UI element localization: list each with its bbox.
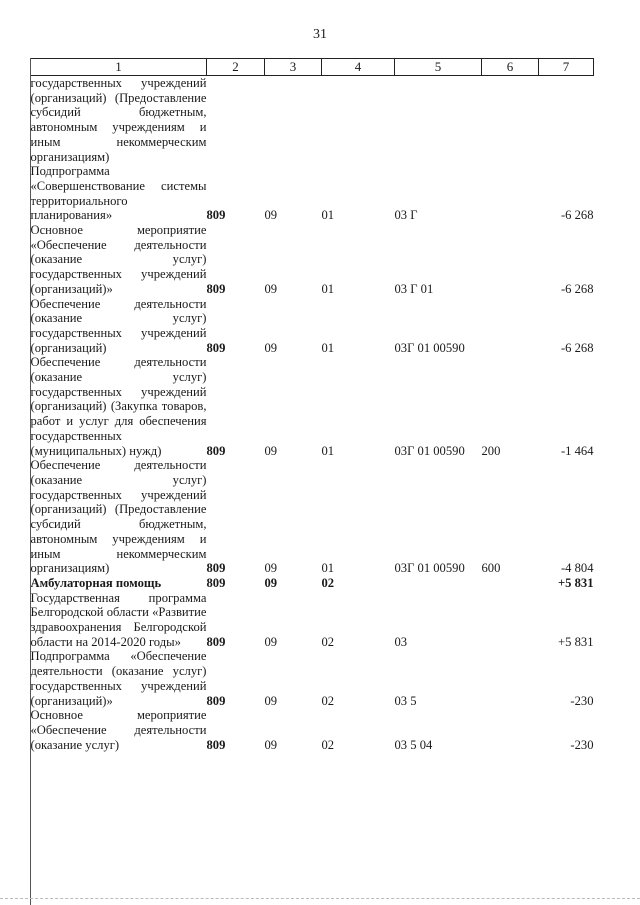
row-grbs-cell: 809 [206, 634, 226, 649]
row-name-cell: Обеспечение деятельности (оказание услуг) государственных учреждений (организаций) (Закупка товаров, работ и услуг для обеспечения государственных (муниципальных) нужд) [30, 355, 207, 458]
table-row [31, 576, 594, 591]
row-subsection-cell: 01 [321, 443, 335, 458]
table-row [31, 164, 594, 223]
row-section-cell: 09 [264, 575, 278, 590]
row-name-cell: Обеспечение деятельности (оказание услуг) государственных учреждений (организаций) (Предоставление субсидий бюджетным, автономным учреждениям и иным некоммерческим организациям) [30, 458, 207, 576]
row-section-cell [265, 76, 322, 165]
column-header-amount: 7 [539, 59, 594, 76]
column-header-target-article: 5 [395, 59, 482, 76]
row-name-cell: Основное мероприятие «Обеспечение деятельности (оказание услуг) государственных учреждений (организаций)» [30, 223, 207, 296]
row-section-cell: 09 [264, 693, 278, 708]
row-grbs-cell [207, 76, 265, 165]
row-expense-type-cell [482, 576, 539, 591]
row-section-cell: 09 [264, 561, 278, 576]
row-target-article-cell: 03 Г 01 [394, 281, 434, 296]
row-target-article-cell: 03 Г [394, 208, 418, 223]
row-target-article-cell [395, 76, 482, 165]
row-amount-cell: +5 831 [558, 634, 594, 649]
table-header-row [31, 59, 594, 76]
row-name-cell: Основное мероприятие «Обеспечение деятельности (оказание услуг) [30, 708, 207, 752]
budget-table [30, 58, 594, 752]
row-subsection-cell: 02 [321, 693, 335, 708]
row-target-article-cell: 03Г 01 00590 [394, 340, 465, 355]
row-amount-cell: -230 [570, 737, 594, 752]
row-grbs-cell: 809 [206, 281, 226, 296]
row-subsection-cell: 02 [321, 575, 335, 590]
row-amount-cell: +5 831 [557, 575, 594, 590]
row-name-cell: Подпрограмма «Обеспечение деятельности (оказание услуг) государственных учреждений (организаций)» [30, 649, 207, 708]
table-row [31, 649, 594, 708]
row-subsection-cell: 01 [321, 340, 335, 355]
table-row [31, 355, 594, 458]
row-section-cell: 09 [264, 737, 278, 752]
table-row [31, 708, 594, 752]
row-amount-cell: -230 [570, 693, 594, 708]
row-expense-type-cell: 200 [481, 443, 501, 458]
row-expense-type-cell [482, 164, 539, 223]
row-subsection-cell: 02 [321, 634, 335, 649]
row-target-article-cell: 03 [394, 634, 408, 649]
page-number: 31 [313, 27, 327, 42]
row-amount-cell: -6 268 [560, 281, 594, 296]
row-grbs-cell: 809 [206, 208, 226, 223]
row-subsection-cell: 01 [321, 281, 335, 296]
row-section-cell: 09 [264, 281, 278, 296]
row-grbs-cell: 809 [206, 575, 226, 590]
row-subsection-cell: 01 [321, 561, 335, 576]
row-target-article-cell: 03Г 01 00590 [394, 443, 465, 458]
row-expense-type-cell [482, 591, 539, 650]
row-amount-cell: -6 268 [560, 208, 594, 223]
table-body [31, 76, 594, 753]
row-name-cell: Подпрограмма «Совершенствование системы территориального планирования» [30, 164, 207, 223]
row-grbs-cell: 809 [206, 561, 226, 576]
row-grbs-cell: 809 [206, 340, 226, 355]
row-expense-type-cell [482, 708, 539, 752]
row-subsection-cell: 01 [321, 208, 335, 223]
row-name-cell: Государственная программа Белгородской области «Развитие здравоохранения Белгородской области на 2014-2020 годы» [30, 590, 207, 649]
column-header-section: 3 [265, 59, 322, 76]
row-target-article-cell: 03 5 04 [394, 737, 433, 752]
row-target-article-cell: 03Г 01 00590 [394, 561, 465, 576]
row-grbs-cell: 809 [206, 737, 226, 752]
table-row [31, 591, 594, 650]
column-header-expense-type: 6 [482, 59, 539, 76]
row-subsection-cell [322, 76, 395, 165]
row-amount-cell: -4 804 [560, 561, 594, 576]
column-header-subsection: 4 [322, 59, 395, 76]
row-subsection-cell: 02 [321, 737, 335, 752]
row-section-cell: 09 [264, 208, 278, 223]
column-header-grbs: 2 [207, 59, 265, 76]
table-row [31, 297, 594, 356]
row-name-cell: Амбулаторная помощь [30, 575, 162, 590]
row-expense-type-cell [482, 297, 539, 356]
row-grbs-cell: 809 [206, 693, 226, 708]
table-left-border [30, 58, 31, 905]
row-amount-cell: -1 464 [560, 443, 594, 458]
row-name-cell: государственных учреждений (организаций) (Предоставление субсидий бюджетным, автономным учреждениям и иным некоммерческим организациям) [30, 76, 207, 164]
scan-bottom-edge [0, 898, 640, 899]
row-grbs-cell: 809 [206, 443, 226, 458]
row-expense-type-cell: 600 [481, 561, 501, 576]
row-expense-type-cell [482, 223, 539, 297]
row-section-cell: 09 [264, 340, 278, 355]
table-row [31, 223, 594, 297]
row-name-cell: Обеспечение деятельности (оказание услуг) государственных учреждений (организаций) [30, 296, 207, 355]
row-expense-type-cell [482, 76, 539, 165]
row-expense-type-cell [482, 649, 539, 708]
table-row [31, 458, 594, 576]
row-amount-cell: -6 268 [560, 340, 594, 355]
row-section-cell: 09 [264, 443, 278, 458]
column-header-name: 1 [31, 59, 207, 76]
row-target-article-cell: 03 5 [394, 693, 417, 708]
row-section-cell: 09 [264, 634, 278, 649]
row-target-article-cell [395, 576, 482, 591]
table-row [31, 76, 594, 165]
row-amount-cell [539, 76, 594, 165]
